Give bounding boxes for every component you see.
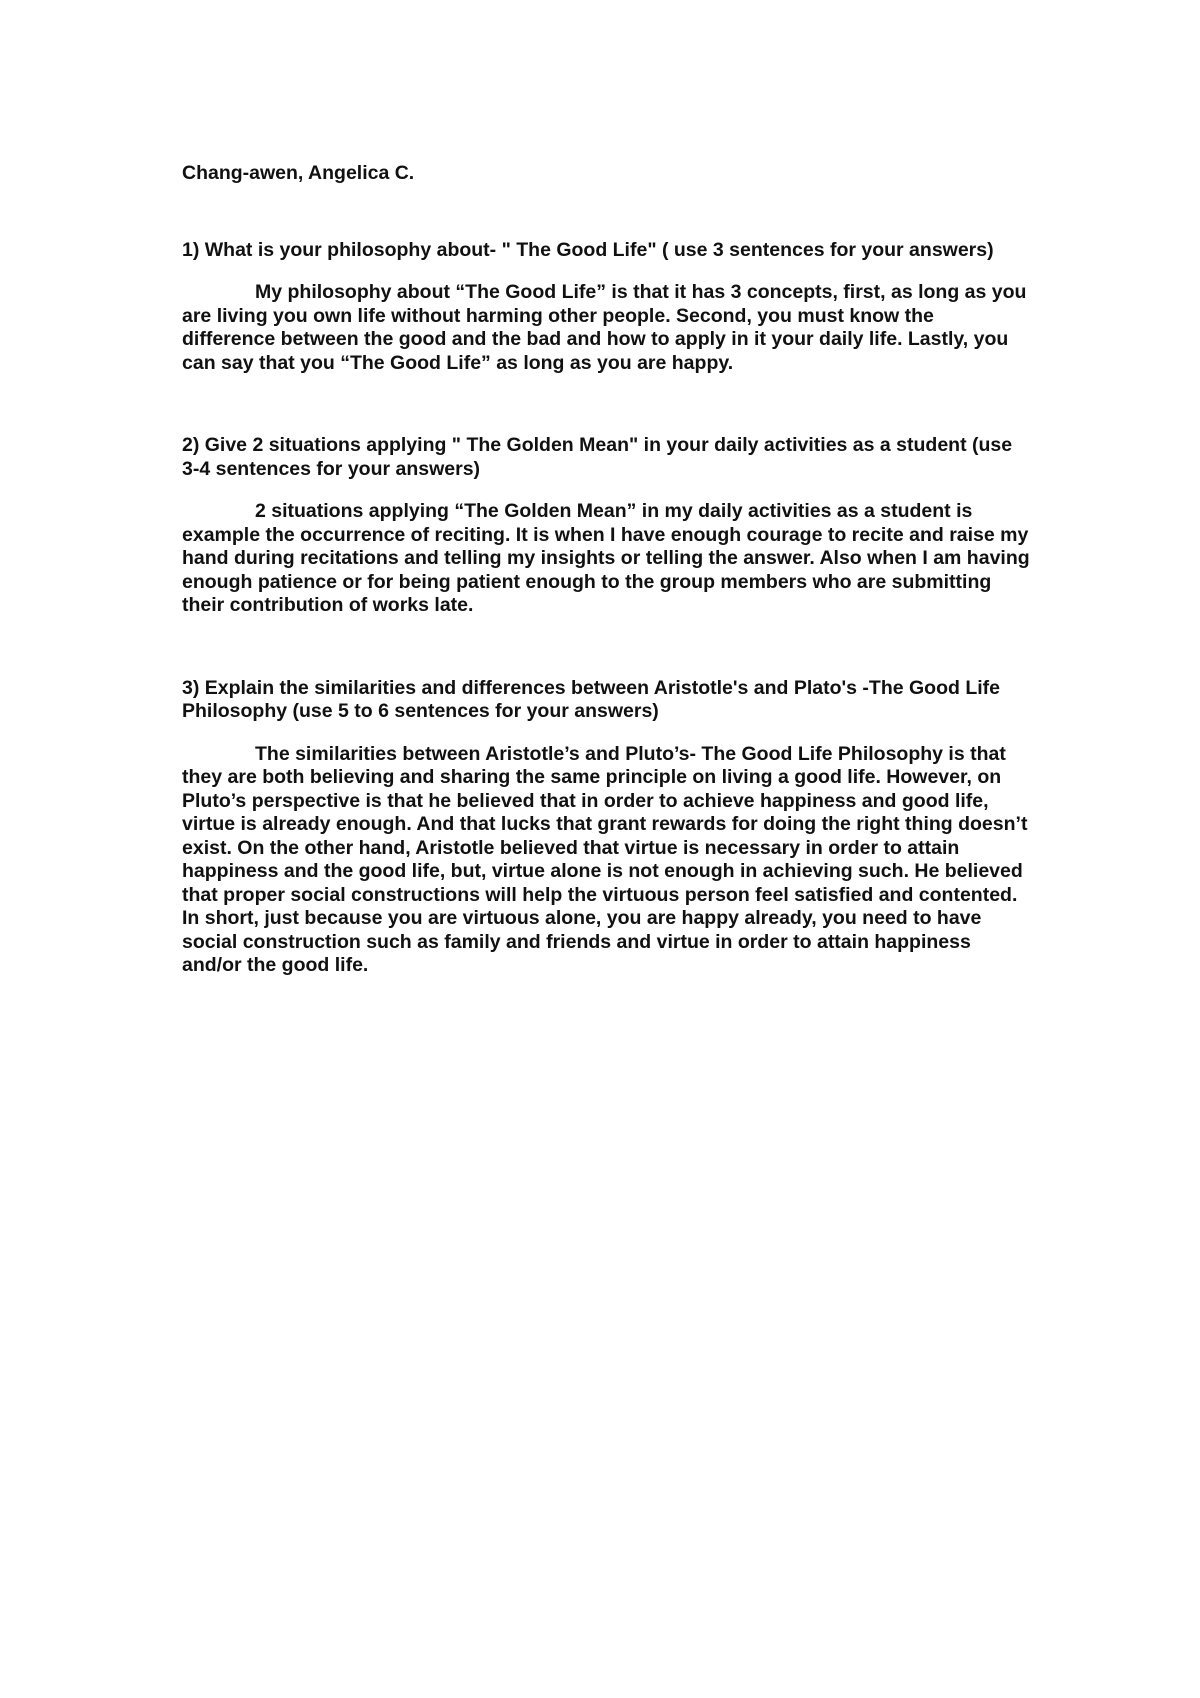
question-3: 3) Explain the similarities and differences between Aristotle's and Plato's -The Good Life Philosophy (use 5 to 6 sentences for your answers) xyxy=(182,676,1000,722)
question-section-1 xyxy=(182,239,1032,376)
author-name: Chang-awen, Angelica C. xyxy=(182,162,415,184)
answer-2: 2 situations applying “The Golden Mean” in my daily activities as a student is example the occurrence of reciting. It is when I have enough courage to recite and raise my hand during recitations and telling my insights or telling the answer. Also when I am having enough patience or for being patient enough to the group members who are submitting their contribution of works late. xyxy=(182,500,1030,616)
document-body xyxy=(182,162,1032,978)
question-2: 2) Give 2 situations applying " The Golden Mean" in your daily activities as a student (use 3-4 sentences for your answers) xyxy=(182,434,1013,480)
question-section-3 xyxy=(182,677,1032,978)
question-section-2 xyxy=(182,434,1032,618)
answer-1: My philosophy about “The Good Life” is that it has 3 concepts, first, as long as you are living you own life without harming other people. Second, you must know the difference between the good and the bad and how to apply in it your daily life. Lastly, you can say that you “The Good Life” as long as you are happy. xyxy=(182,281,1027,374)
question-1: 1) What is your philosophy about- " The Good Life" ( use 3 sentences for your answers) xyxy=(182,238,994,261)
answer-3: The similarities between Aristotle’s and Pluto’s- The Good Life Philosophy is that they are both believing and sharing the same principle on living a good life. However, on Pluto’s perspective is that he believed that in order to achieve happiness and good life, virtue is already enough. And that lucks that grant rewards for doing the right thing doesn’t exist. On the other hand, Aristotle believed that virtue is necessary in order to attain happiness and the good life, but, virtue alone is not enough in achieving such. He believed that proper social constructions will help the virtuous person feel satisfied and contented. In short, just because you are virtuous alone, you are happy already, you need to have social construction such as family and friends and virtue in order to attain happiness and/or the good life. xyxy=(182,742,1028,976)
